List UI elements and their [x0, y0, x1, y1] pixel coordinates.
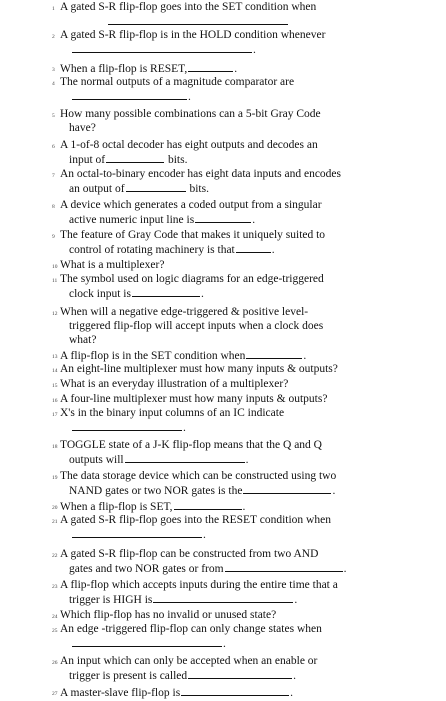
- question-25: [52, 622, 390, 651]
- answer-blank[interactable]: [72, 42, 252, 53]
- answer-blank[interactable]: [225, 561, 343, 572]
- question-line: [52, 685, 390, 700]
- question-line: [52, 547, 390, 561]
- answer-line: [60, 89, 390, 104]
- question-line: [60, 152, 390, 167]
- answer-blank[interactable]: [188, 61, 233, 72]
- question-18: [52, 438, 390, 467]
- question-line: [52, 513, 390, 527]
- question-line: [60, 212, 390, 227]
- question-17: [52, 406, 390, 435]
- answer-blank[interactable]: [72, 89, 187, 100]
- question-12: [52, 305, 390, 347]
- question-text: When will a negative edge-triggered & positive level-: [60, 306, 309, 318]
- question-text: A master-slave flip-flop is: [60, 687, 181, 699]
- blank-punctuation: .: [290, 687, 294, 699]
- answer-line: [60, 42, 390, 57]
- question-line: [60, 121, 390, 135]
- question-1: [52, 0, 390, 29]
- question-line: [52, 258, 390, 272]
- question-text: When a flip-flop is RESET,: [60, 63, 188, 75]
- question-text: gates and two NOR gates or from: [69, 563, 224, 575]
- blank-punctuation: .: [293, 670, 297, 682]
- question-line: [52, 348, 390, 363]
- question-line: [52, 272, 390, 286]
- blank-punctuation: .: [200, 288, 204, 300]
- question-6: [52, 138, 390, 167]
- answer-line: [60, 14, 390, 29]
- question-text: A gated S-R flip-flop goes into the RESET condition when: [60, 514, 331, 526]
- question-number: 10: [52, 264, 58, 270]
- question-text: active numeric input line is: [69, 214, 195, 226]
- question-number: 16: [52, 398, 58, 404]
- question-13: [52, 348, 390, 363]
- blank-punctuation: .: [234, 63, 238, 75]
- question-text: outputs will: [69, 454, 124, 466]
- blank-punctuation: .: [252, 214, 256, 226]
- question-text: bits.: [189, 183, 209, 195]
- question-line: [52, 578, 390, 592]
- question-26: [52, 654, 390, 683]
- answer-blank[interactable]: [125, 452, 245, 463]
- question-text: input of: [69, 154, 106, 166]
- question-line: [60, 561, 390, 576]
- question-text: What is an everyday illustration of a multiplexer?: [60, 378, 289, 390]
- question-11: [52, 272, 390, 301]
- blank-punctuation: .: [343, 563, 347, 575]
- question-24: [52, 608, 390, 622]
- blank-punctuation: .: [223, 638, 226, 650]
- question-number: 24: [52, 614, 58, 620]
- blank-punctuation: .: [203, 529, 206, 541]
- answer-blank[interactable]: [188, 668, 292, 679]
- question-14: [52, 362, 390, 376]
- question-number: 21: [52, 519, 58, 525]
- blank-punctuation: .: [242, 501, 246, 513]
- question-line: [52, 392, 390, 406]
- question-text: bits.: [167, 154, 188, 166]
- blank-punctuation: .: [183, 422, 186, 434]
- question-text: Which flip-flop has no invalid or unused state?: [60, 609, 277, 621]
- blank-punctuation: .: [271, 244, 275, 256]
- question-line: [52, 377, 390, 391]
- answer-blank[interactable]: [153, 592, 293, 603]
- question-line: [52, 28, 390, 42]
- question-line: [52, 406, 390, 420]
- question-text: An eight-line multiplexer must how many inputs & outputs?: [60, 363, 338, 375]
- question-number: 14: [52, 368, 58, 374]
- question-text: The feature of Gray Code that makes it uniquely suited to: [60, 229, 326, 241]
- question-line: [52, 198, 390, 212]
- question-7: [52, 167, 390, 196]
- question-text: The data storage device which can be constructed using two: [60, 470, 337, 482]
- question-number: 4: [52, 81, 55, 87]
- question-number: 13: [52, 354, 58, 360]
- question-text: What is a multiplexer?: [60, 259, 165, 271]
- question-4: [52, 75, 390, 104]
- question-23: [52, 578, 390, 607]
- question-text: The normal outputs of a magnitude comparator are: [60, 76, 295, 88]
- answer-blank[interactable]: [132, 286, 200, 297]
- question-number: 11: [52, 278, 58, 284]
- answer-blank[interactable]: [246, 348, 302, 359]
- question-text: A gated S-R flip-flop is in the HOLD condition whenever: [60, 29, 326, 41]
- answer-blank[interactable]: [195, 212, 251, 223]
- question-text: A gated S-R flip-flop goes into the SET condition when: [60, 1, 317, 13]
- question-line: [60, 592, 390, 607]
- question-text: A gated S-R flip-flop can be constructed from two AND: [60, 548, 319, 560]
- blank-punctuation: .: [294, 594, 298, 606]
- question-text: NAND gates or two NOR gates is the: [69, 485, 243, 497]
- answer-blank[interactable]: [181, 685, 289, 696]
- answer-blank[interactable]: [236, 242, 271, 253]
- question-number: 27: [52, 691, 58, 697]
- question-5: [52, 107, 390, 135]
- question-text: A device which generates a coded output from a singular: [60, 199, 322, 211]
- question-text: An input which can only be accepted when an enable or: [60, 655, 318, 667]
- blank-punctuation: .: [188, 91, 191, 103]
- question-line: [52, 138, 390, 152]
- question-3: [52, 61, 390, 76]
- question-text: clock input is: [69, 288, 131, 300]
- question-20: [52, 499, 390, 514]
- question-text: trigger is present is called: [69, 670, 188, 682]
- question-line: [52, 438, 390, 452]
- question-line: [52, 167, 390, 181]
- question-text: When a flip-flop is SET,: [60, 501, 173, 513]
- answer-line: [60, 420, 390, 435]
- question-line: [52, 0, 390, 14]
- question-text: A flip-flop which accepts inputs during the entire time that a: [60, 579, 338, 591]
- question-line: [60, 242, 390, 257]
- answer-blank[interactable]: [243, 483, 331, 494]
- question-15: [52, 377, 390, 391]
- question-text: what?: [69, 334, 97, 346]
- question-19: [52, 469, 390, 498]
- question-line: [52, 305, 390, 319]
- answer-line: [60, 527, 390, 542]
- question-number: 20: [52, 505, 58, 511]
- answer-blank[interactable]: [72, 636, 222, 647]
- question-number: 18: [52, 444, 58, 450]
- question-10: [52, 258, 390, 272]
- question-number: 23: [52, 584, 58, 590]
- question-line: [52, 107, 390, 121]
- question-22: [52, 547, 390, 576]
- question-text: trigger is HIGH is: [69, 594, 153, 606]
- question-number: 1: [52, 6, 55, 12]
- question-21: [52, 513, 390, 542]
- answer-blank[interactable]: [174, 499, 242, 510]
- question-8: [52, 198, 390, 227]
- question-line: [60, 483, 390, 498]
- question-text: TOGGLE state of a J-K flip-flop means that the Q and Q: [60, 439, 322, 451]
- question-text: an output of: [69, 183, 125, 195]
- question-number: 3: [52, 67, 55, 73]
- question-line: [52, 61, 390, 76]
- question-text: triggered flip-flop will accept inputs when a clock does: [69, 320, 324, 332]
- answer-blank[interactable]: [126, 181, 186, 192]
- answer-blank[interactable]: [106, 152, 164, 163]
- question-number: 15: [52, 383, 58, 389]
- blank-punctuation: .: [253, 44, 256, 56]
- question-text: have?: [69, 122, 96, 134]
- question-line: [52, 654, 390, 668]
- question-27: [52, 685, 390, 700]
- question-9: [52, 228, 390, 257]
- question-line: [60, 181, 390, 196]
- question-number: 7: [52, 173, 55, 179]
- question-line: [52, 622, 390, 636]
- question-number: 9: [52, 234, 55, 240]
- question-2: [52, 28, 390, 57]
- question-number: 5: [52, 113, 55, 119]
- question-line: [60, 668, 390, 683]
- question-text: How many possible combinations can a 5-bit Gray Code: [60, 108, 321, 120]
- question-number: 25: [52, 628, 58, 634]
- question-line: [52, 499, 390, 514]
- question-line: [52, 75, 390, 89]
- question-line: [52, 362, 390, 376]
- answer-blank[interactable]: [72, 527, 202, 538]
- question-number: 8: [52, 204, 55, 210]
- question-16: [52, 392, 390, 406]
- question-line: [52, 469, 390, 483]
- question-number: 26: [52, 660, 58, 666]
- question-line: [60, 333, 390, 347]
- question-number: 22: [52, 553, 58, 559]
- question-number: 12: [52, 311, 58, 317]
- answer-blank[interactable]: [72, 420, 182, 431]
- blank-punctuation: .: [332, 485, 336, 497]
- question-text: A four-line multiplexer must how many inputs & outputs?: [60, 393, 328, 405]
- question-number: 2: [52, 34, 55, 40]
- question-line: [60, 286, 390, 301]
- question-text: X's in the binary input columns of an IC indicate: [60, 407, 285, 419]
- question-text: An edge -triggered flip-flop can only change states when: [60, 623, 322, 635]
- answer-line: [60, 636, 390, 651]
- question-text: control of rotating machinery is that: [69, 244, 235, 256]
- question-line: [60, 452, 390, 467]
- question-text: An octal-to-binary encoder has eight data inputs and encodes: [60, 168, 342, 180]
- question-text: A 1-of-8 octal decoder has eight outputs and decodes an: [60, 139, 318, 151]
- question-line: [52, 228, 390, 242]
- question-number: 6: [52, 144, 55, 150]
- question-number: 19: [52, 475, 58, 481]
- blank-punctuation: .: [303, 350, 307, 362]
- question-line: [52, 608, 390, 622]
- blank-punctuation: .: [245, 454, 249, 466]
- question-text: The symbol used on logic diagrams for an edge-triggered: [60, 273, 324, 285]
- question-text: A flip-flop is in the SET condition when: [60, 350, 246, 362]
- answer-blank[interactable]: [108, 14, 288, 25]
- question-line: [60, 319, 390, 333]
- question-number: 17: [52, 412, 58, 418]
